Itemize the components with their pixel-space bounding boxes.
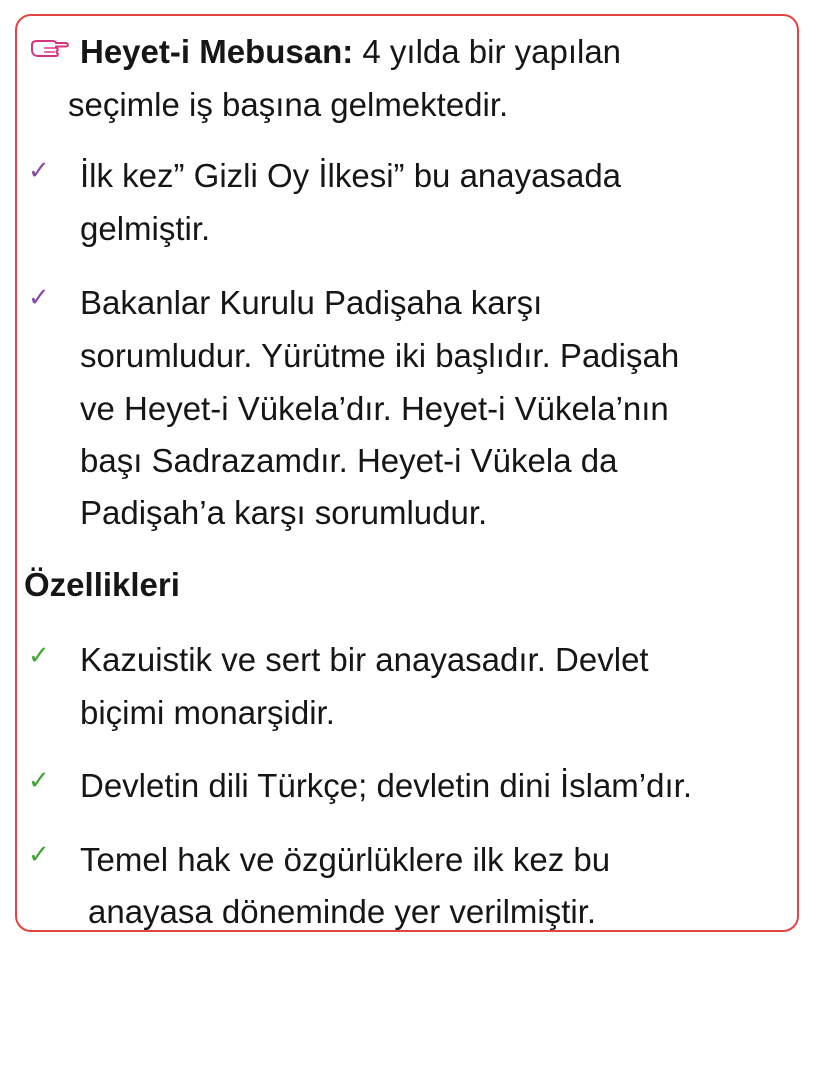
check-icon: ✓ xyxy=(28,156,50,186)
list-item-line: gelmiştir. xyxy=(80,210,211,247)
list-item-line: Padişah’a karşı sorumludur. xyxy=(80,494,488,531)
list-item-line: başı Sadrazamdır. Heyet-i Vükela da xyxy=(80,442,618,479)
section-title: Özellikleri xyxy=(24,566,180,603)
heyet-mebusan-line2: seçimle iş başına gelmektedir. xyxy=(68,86,509,123)
list-item-line: Temel hak ve özgürlüklere ilk kez bu xyxy=(80,841,611,878)
check-icon: ✓ xyxy=(28,641,50,671)
heyet-mebusan-line1 xyxy=(80,32,621,72)
pointing-hand-icon xyxy=(30,36,70,60)
check-icon: ✓ xyxy=(28,766,50,796)
list-item-line: sorumludur. Yürütme iki başlıdır. Padişah xyxy=(80,337,680,374)
list-item-line: Kazuistik ve sert bir anayasadır. Devlet xyxy=(80,641,649,678)
check-icon: ✓ xyxy=(28,840,50,870)
check-icon: ✓ xyxy=(28,283,50,313)
heyet-mebusan-term: Heyet-i Mebusan: xyxy=(80,33,354,70)
list-item-line: Devletin dili Türkçe; devletin dini İslam’dır. xyxy=(80,767,692,804)
list-item-line: İlk kez” Gizli Oy İlkesi” bu anayasada xyxy=(80,157,622,194)
list-item-line: biçimi monarşidir. xyxy=(80,694,335,731)
list-item-line: ve Heyet-i Vükela’dır. Heyet-i Vükela’nın xyxy=(80,390,669,427)
list-item-line: Bakanlar Kurulu Padişaha karşı xyxy=(80,284,543,321)
list-item-line: anayasa döneminde yer verilmiştir. xyxy=(88,893,597,930)
heyet-mebusan-text: 4 yılda bir yapılan xyxy=(353,33,622,70)
